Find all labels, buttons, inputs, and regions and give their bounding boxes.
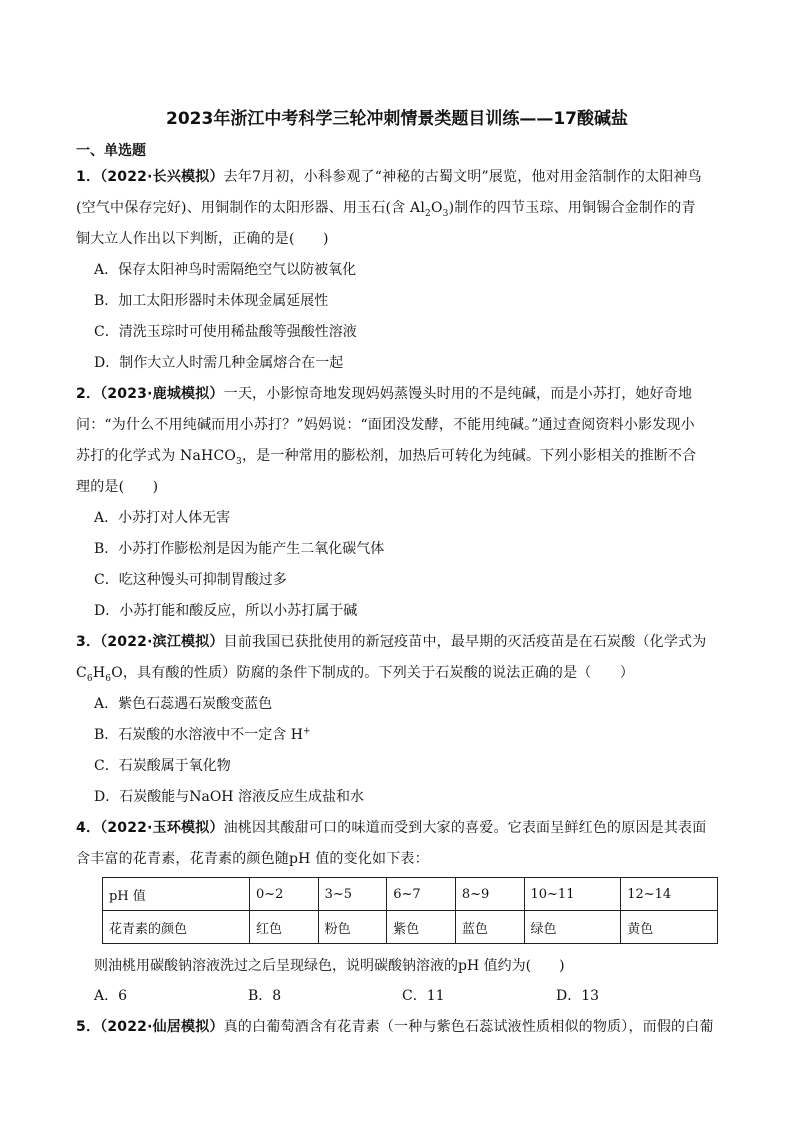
table-cell: 10~11 (524, 878, 621, 911)
question-number: 4． (76, 820, 101, 836)
question-3-line-2 (76, 662, 634, 684)
question-text: 油桃因其酸甜可口的味道而受到大家的喜爱。它表面呈鲜红色的原因是其表面 (223, 820, 707, 836)
question-number: 2． (76, 386, 101, 402)
question-number: 1． (76, 169, 101, 185)
table-row (103, 911, 718, 944)
option-c[interactable]: C．11 (402, 988, 445, 1004)
section-heading: 一、单选题 (76, 143, 146, 159)
question-1-line-3: 铜大立人作出以下判断，正确的是( ) (76, 231, 329, 247)
option-b[interactable]: B．加工太阳形器时未体现金属延展性 (94, 293, 329, 309)
option-b[interactable]: B．8 (248, 988, 282, 1004)
question-3-line-1 (76, 631, 706, 651)
table-cell: 12~14 (621, 878, 718, 911)
table-cell: 粉色 (318, 911, 387, 944)
option-c[interactable]: C．清洗玉琮时可使用稀盐酸等强酸性溶液 (94, 324, 357, 340)
question-number: 5． (76, 1019, 101, 1035)
subscript: 3 (442, 208, 449, 219)
option-a[interactable]: A．小苏打对人体无害 (94, 510, 231, 526)
option-d[interactable]: D．制作大立人时需几种金属熔合在一起 (94, 355, 344, 371)
table-cell: 黄色 (621, 911, 718, 944)
option-text: B．石炭酸的水溶液中不一定含 H (94, 727, 303, 743)
question-2-line-4: 理的是( ) (76, 479, 159, 495)
table-cell: 3~5 (318, 878, 387, 911)
question-number: 3． (76, 634, 101, 650)
table-cell: 0~2 (250, 878, 319, 911)
question-source: （2022·滨江模拟） (100, 634, 224, 650)
question-text: O (430, 200, 443, 216)
question-4-line-1 (76, 817, 706, 837)
table-row (103, 878, 718, 911)
table-cell: 8~9 (455, 878, 524, 911)
question-text: ，是一种常用的膨松剂，加热后可转化为纯碱。下列小影相关的推断不合 (241, 448, 697, 464)
table-cell: 蓝色 (455, 911, 524, 944)
question-4-line-3: 则油桃用碳酸钠溶液洗过之后呈现绿色，说明碳酸钠溶液的pH 值约为( ) (94, 958, 565, 974)
subscript: 2 (425, 208, 431, 219)
question-text: 苏打的化学式为 NaHCO (76, 448, 237, 464)
table-cell: 紫色 (387, 911, 456, 944)
question-1-line-1 (76, 166, 702, 186)
superscript: + (302, 726, 311, 737)
subscript: 3 (236, 456, 242, 467)
ph-color-table (102, 877, 718, 944)
option-d[interactable]: D．13 (556, 988, 600, 1004)
question-source: （2022·玉环模拟） (100, 820, 224, 836)
question-2-line-2: 问：“为什么不用纯碱而用小苏打？”妈妈说：“面团没发酵，不能用纯碱。”通过查阅资料小影发现小 (76, 417, 695, 433)
subscript: 6 (86, 673, 93, 684)
question-text: 目前我国已获批使用的新冠疫苗中，最早期的灭活疫苗是在石炭酸（化学式为 (223, 634, 707, 650)
subscript: 6 (105, 673, 112, 684)
option-b[interactable] (94, 724, 311, 744)
table-cell: 绿色 (524, 911, 621, 944)
question-source: （2022·长兴模拟） (100, 169, 224, 185)
table-cell: 6~7 (387, 878, 456, 911)
question-text: )制作的四节玉琮、用铜锡合金制作的青 (448, 200, 696, 216)
question-text: 去年7月初，小科参观了“神秘的古蜀文明”展览，他对用金箔制作的太阳神鸟 (223, 169, 702, 185)
document-title: 2023年浙江中考科学三轮冲刺情景类题目训练——17酸碱盐 (166, 109, 628, 129)
question-source: （2022·仙居模拟） (100, 1019, 224, 1035)
question-text: 真的白葡萄酒含有花青素（一种与紫色石蕊试液性质相似的物质），而假的白葡 (223, 1019, 714, 1035)
question-4-line-2: 含丰富的花青素，花青素的颜色随pH 值的变化如下表： (76, 851, 429, 867)
question-5-line-1 (76, 1016, 714, 1036)
question-2-line-3 (76, 445, 696, 467)
table-cell: pH 值 (103, 878, 250, 911)
table-cell: 花青素的颜色 (103, 911, 250, 944)
option-d[interactable]: D．小苏打能和酸反应，所以小苏打属于碱 (94, 603, 358, 619)
table-cell: 红色 (250, 911, 319, 944)
option-c[interactable]: C．吃这种馒头可抑制胃酸过多 (94, 572, 287, 588)
question-text: H (92, 665, 106, 681)
option-c[interactable]: C．石炭酸属于氧化物 (94, 758, 231, 774)
question-2-line-1 (76, 383, 692, 403)
question-text: (空气中保存完好)、用铜制作的太阳形器、用玉石(含 Al (76, 200, 426, 216)
option-d[interactable]: D．石炭酸能与NaOH 溶液反应生成盐和水 (94, 789, 364, 805)
option-b[interactable]: B．小苏打作膨松剂是因为能产生二氧化碳气体 (94, 541, 385, 557)
question-text: O，具有酸的性质）防腐的条件下制成的。下列关于石炭酸的说法正确的是（ ） (111, 665, 635, 681)
question-text: C (76, 665, 87, 681)
option-a[interactable]: A．紫色石蕊遇石炭酸变蓝色 (94, 696, 273, 712)
question-source: （2023·鹿城模拟） (100, 386, 224, 402)
question-1-line-2 (76, 197, 696, 219)
option-a[interactable]: A．6 (94, 988, 128, 1004)
option-a[interactable]: A．保存太阳神鸟时需隔绝空气以防被氧化 (94, 262, 357, 278)
question-text: 一天，小影惊奇地发现妈妈蒸馒头时用的不是纯碱，而是小苏打，她好奇地 (223, 386, 693, 402)
